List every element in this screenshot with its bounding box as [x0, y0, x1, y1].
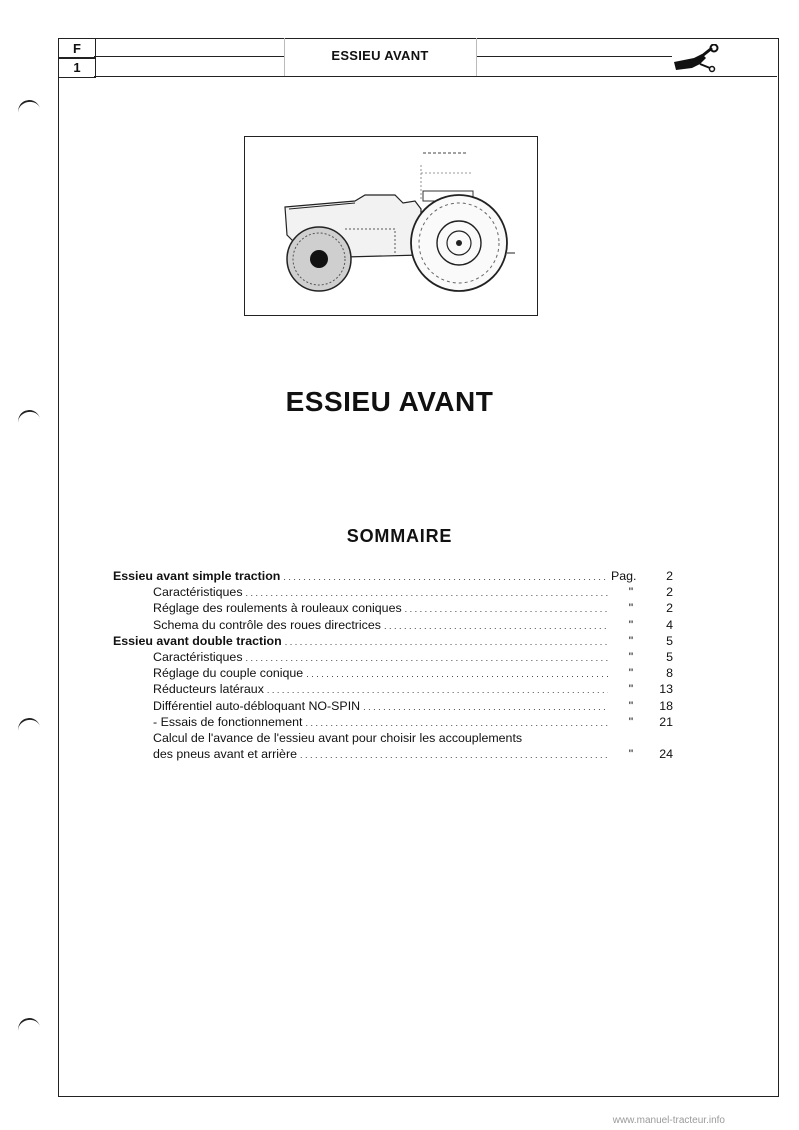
toc-entry-label: Réglage du couple conique — [153, 666, 304, 681]
toc-entry — [113, 714, 673, 730]
binder-hole-mark — [16, 716, 42, 740]
toc-entry — [113, 568, 673, 584]
toc-entry-page: 18 — [659, 698, 673, 713]
toc-entry-ref: " — [628, 601, 634, 616]
toc-entry — [113, 633, 673, 649]
toc-entry — [113, 665, 673, 681]
toc-leader-dots — [267, 681, 608, 698]
toc-entry — [113, 730, 673, 746]
toc-entry-label: Schema du contrôle des roues directrices — [153, 617, 381, 632]
toc-entry-page: 13 — [659, 682, 673, 697]
toc-entry-label: Calcul de l'avance de l'essieu avant pour choisir les accouplements — [153, 730, 523, 745]
site-watermark: www.manuel-tracteur.info — [612, 1115, 725, 1126]
table-of-contents — [113, 568, 673, 762]
toc-entry-label: Réglage des roulements à rouleaux coniques — [153, 601, 402, 616]
toc-entry-ref: " — [628, 585, 634, 600]
toc-entry — [113, 681, 673, 697]
toc-entry — [113, 649, 673, 665]
toc-entry — [113, 746, 673, 762]
header-divider-right — [476, 38, 477, 76]
toc-entry-ref: " — [628, 666, 634, 681]
header-rule-left — [94, 56, 284, 57]
toc-entry-label: Différentiel auto-débloquant NO-SPIN — [153, 698, 361, 713]
toc-entry — [113, 698, 673, 714]
hand-wrench-icon — [672, 44, 724, 74]
toc-entry-page: 21 — [659, 714, 673, 729]
toc-entry-label: des pneus avant et arrière — [153, 747, 297, 762]
toc-leader-dots — [246, 584, 608, 601]
tractor-illustration — [244, 136, 538, 316]
toc-leader-dots — [300, 746, 608, 763]
toc-entry-page: 5 — [666, 633, 673, 648]
section-letter: F — [73, 41, 81, 56]
toc-entry-label: Essieu avant double traction — [113, 633, 282, 648]
section-number: 1 — [73, 60, 81, 75]
toc-entry-label: Essieu avant simple traction — [113, 569, 281, 583]
tractor-front-axle-icon — [245, 137, 537, 315]
toc-entry-ref: " — [628, 698, 634, 713]
toc-entry-label: Réducteurs latéraux — [153, 682, 264, 697]
section-letter-cell — [58, 38, 96, 59]
toc-leader-dots — [306, 665, 608, 682]
toc-entry-page: 2 — [666, 569, 673, 583]
toc-entry-ref: " — [628, 682, 634, 697]
header-bottom-rule — [94, 76, 777, 77]
toc-entry — [113, 600, 673, 616]
page-title: ESSIEU AVANT — [285, 386, 494, 417]
section-number-cell — [58, 57, 96, 78]
toc-leader-dots — [246, 649, 608, 666]
toc-leader-dots — [363, 698, 608, 715]
toc-leader-dots — [384, 617, 608, 634]
header-title: ESSIEU AVANT — [331, 48, 429, 63]
toc-entry-ref: " — [628, 633, 634, 648]
toc-entry — [113, 617, 673, 633]
toc-entry-page: 5 — [666, 649, 673, 664]
toc-entry-ref: " — [628, 649, 634, 664]
toc-leader-dots — [283, 568, 608, 585]
toc-entry — [113, 584, 673, 600]
toc-entry-page: 2 — [666, 601, 673, 616]
toc-entry-page: 2 — [666, 585, 673, 600]
toc-leader-dots — [405, 600, 608, 617]
toc-entry-ref: Pag. — [611, 569, 637, 583]
summary-heading: SOMMAIRE — [346, 526, 453, 546]
toc-entry-label: Caractéristiques — [153, 585, 243, 600]
toc-entry-ref: " — [628, 617, 634, 632]
binder-hole-mark — [16, 98, 42, 122]
toc-entry-label: Caractéristiques — [153, 649, 243, 664]
toc-entry-label: - Essais de fonctionnement — [153, 714, 303, 729]
toc-leader-dots — [305, 714, 608, 731]
binder-hole-mark — [16, 1016, 42, 1040]
header-rule-right — [476, 56, 672, 57]
toc-entry-page: 4 — [666, 617, 673, 632]
toc-entry-page: 24 — [659, 747, 673, 762]
toc-leader-dots — [285, 633, 608, 650]
toc-entry-ref: " — [628, 714, 634, 729]
toc-entry-page: 8 — [666, 666, 673, 681]
toc-entry-ref: " — [628, 747, 634, 762]
